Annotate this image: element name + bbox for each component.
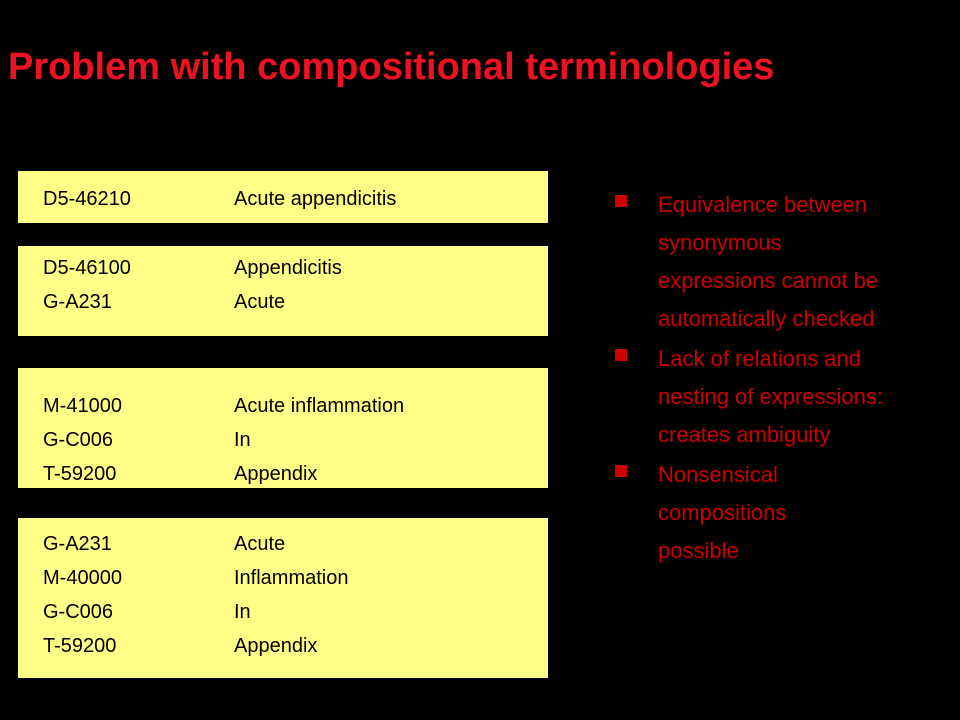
code-value: G-A231 bbox=[43, 291, 112, 313]
code-row bbox=[43, 395, 543, 429]
bullet-line: automatically checked bbox=[658, 306, 875, 331]
term-value: Appendicitis bbox=[234, 257, 342, 279]
bullet-line: Nonsensical bbox=[658, 462, 778, 487]
term-value: Acute appendicitis bbox=[234, 188, 397, 210]
title-bar bbox=[0, 0, 948, 137]
code-row bbox=[43, 463, 543, 497]
bullet-item bbox=[612, 186, 952, 338]
bullet-item bbox=[612, 340, 952, 454]
bullet-line: expressions cannot be bbox=[658, 268, 879, 293]
bullet-line: compositions bbox=[658, 500, 787, 525]
code-group-1 bbox=[18, 171, 548, 223]
code-value: M-41000 bbox=[43, 395, 122, 417]
code-row bbox=[43, 635, 543, 669]
code-row bbox=[43, 257, 543, 291]
bullet-line: Equivalence between bbox=[658, 192, 868, 217]
term-value: Acute bbox=[234, 291, 286, 313]
term-value: Acute bbox=[234, 533, 286, 555]
code-group-2 bbox=[18, 246, 548, 336]
code-group-3 bbox=[18, 368, 548, 488]
slide-title: Problem with compositional terminologies bbox=[8, 46, 775, 88]
code-row bbox=[43, 567, 543, 601]
bullet-list bbox=[612, 186, 952, 572]
bullet-item bbox=[612, 456, 952, 570]
term-value: Inflammation bbox=[234, 567, 349, 589]
bullet-line: possible bbox=[658, 538, 739, 563]
code-row bbox=[43, 601, 543, 635]
term-value: Appendix bbox=[234, 463, 318, 485]
code-value: D5-46210 bbox=[43, 188, 131, 210]
term-value: In bbox=[234, 429, 251, 451]
bullet-line: creates ambiguity bbox=[658, 422, 831, 447]
square-bullet-icon bbox=[615, 349, 627, 361]
code-value: G-C006 bbox=[43, 429, 114, 451]
code-row bbox=[43, 533, 543, 567]
code-row bbox=[43, 429, 543, 463]
term-value: In bbox=[234, 601, 251, 623]
term-value: Acute inflammation bbox=[234, 395, 405, 417]
code-row bbox=[43, 291, 543, 325]
code-group-4 bbox=[18, 518, 548, 678]
square-bullet-icon bbox=[615, 195, 627, 207]
code-value: G-A231 bbox=[43, 533, 112, 555]
term-value: Appendix bbox=[234, 635, 318, 657]
bullet-line: synonymous bbox=[658, 230, 782, 255]
bullet-line: nesting of expressions: bbox=[658, 384, 884, 409]
code-value: G-C006 bbox=[43, 601, 114, 623]
code-value: T-59200 bbox=[43, 635, 117, 657]
code-value: D5-46100 bbox=[43, 257, 131, 279]
code-value: M-40000 bbox=[43, 567, 122, 589]
bullet-line: Lack of relations and bbox=[658, 346, 862, 371]
square-bullet-icon bbox=[615, 465, 627, 477]
code-value: T-59200 bbox=[43, 463, 117, 485]
code-row bbox=[43, 188, 543, 222]
